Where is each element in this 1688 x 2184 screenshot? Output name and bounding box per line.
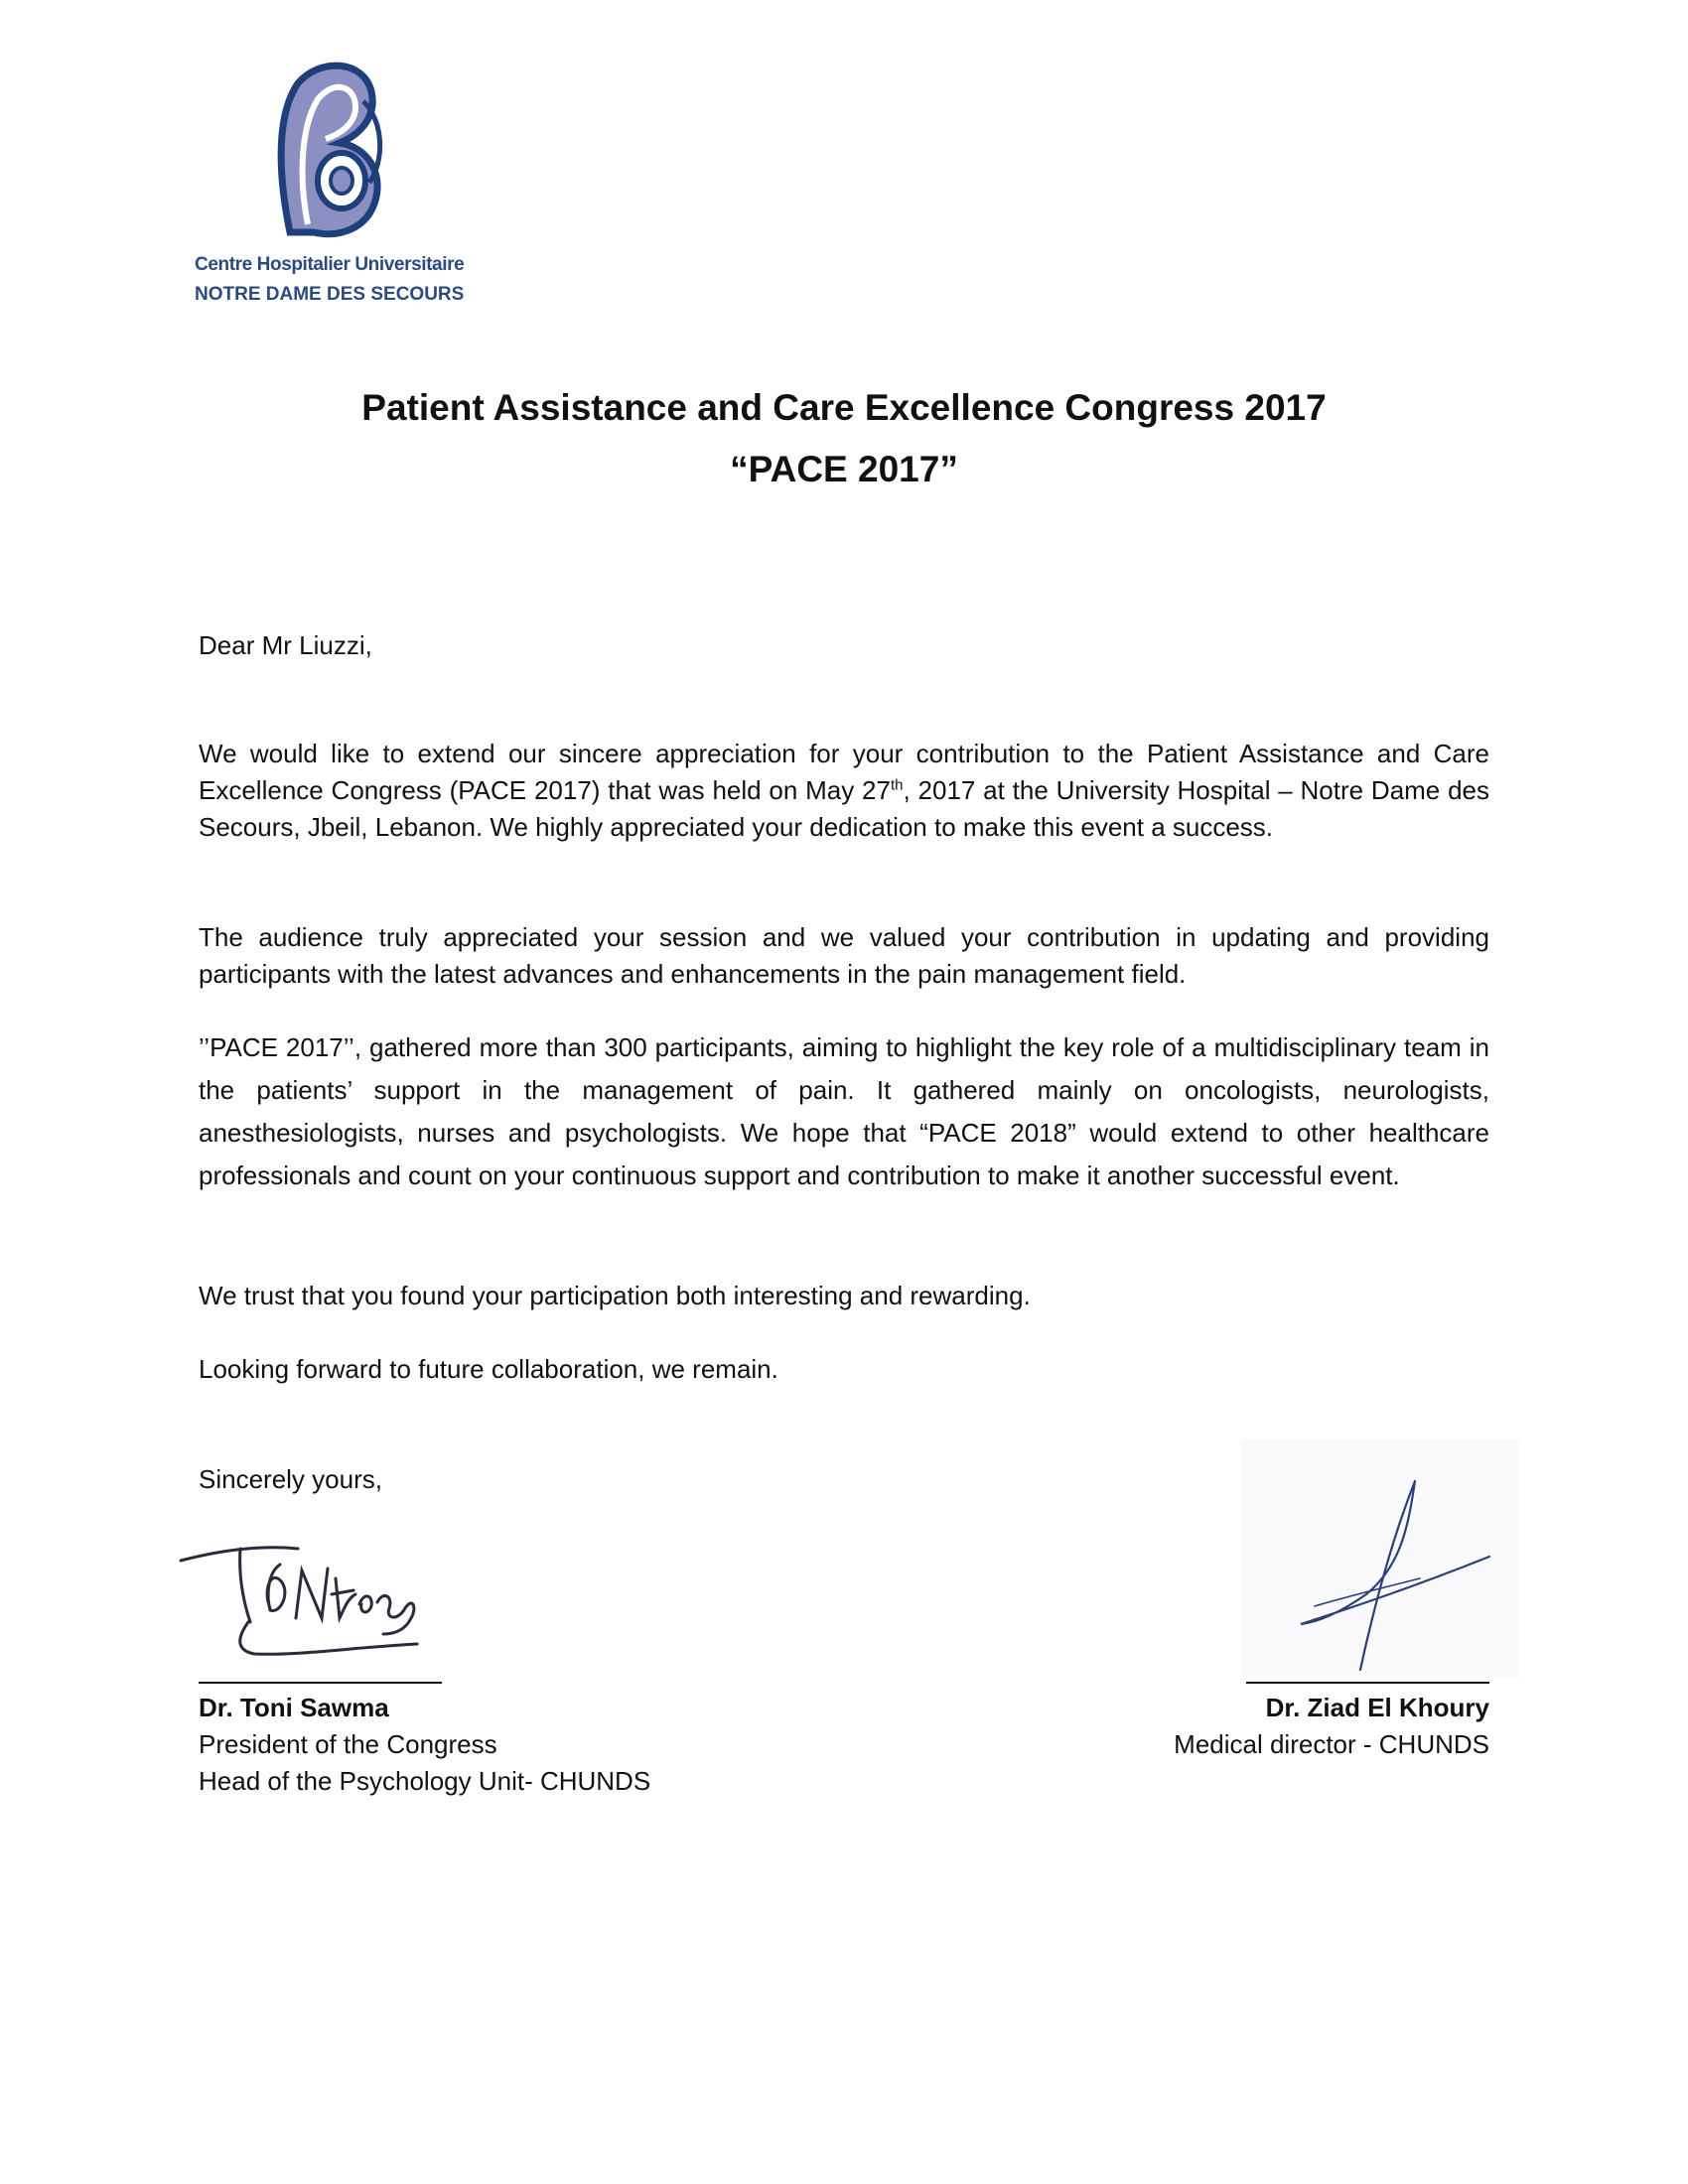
date-ordinal-suffix: th bbox=[890, 776, 904, 794]
signatory-left-role-1: President of the Congress bbox=[199, 1729, 497, 1759]
paragraph-1 bbox=[199, 736, 1489, 846]
letter-subtitle: “PACE 2017” bbox=[730, 449, 958, 489]
paragraph-4: We trust that you found your participation both interesting and rewarding. bbox=[199, 1281, 1031, 1310]
closing: Sincerely yours, bbox=[199, 1464, 382, 1494]
letter-title: Patient Assistance and Care Excellence Congress 2017 bbox=[361, 387, 1327, 428]
paragraph-3: ’’PACE 2017’’, gathered more than 300 participants, aiming to highlight the key role of a multidisciplinary team in the patients’ support in the management of pain. It gathered mainly on oncologists, neurologists, anesthesiologists, nurses and psychologists. We hope that “PACE 2018” would extend to other healthcare professionals and count on your continuous support and contribution to make it another successful event. bbox=[199, 1032, 1489, 1190]
hospital-logo bbox=[195, 56, 463, 318]
signatory-left bbox=[199, 1690, 894, 1800]
paragraph-1-part-1: We would like to extend our sincere appreciation for your contribution to the Patient Assistance and Care Excellence Congress (PACE 2017) that was held on May 27 bbox=[199, 739, 1489, 805]
logo-line-2: NOTRE DAME DES SECOURS bbox=[195, 284, 465, 305]
signature-toni-sawma bbox=[179, 1539, 437, 1678]
signatory-right-role-1: Medical director - CHUNDS bbox=[1174, 1729, 1489, 1759]
paragraph-2: The audience truly appreciated your session and we valued your contribution in updating and providing participants with the latest advances and enhancements in the pain management field. bbox=[199, 922, 1489, 989]
madonna-and-child-emblem-icon bbox=[268, 56, 397, 246]
paragraph-1-part-2: , 2017 at the University Hospital – Notre Dame des Secours, Jbeil, Lebanon. We highly appreciated your dedication to make this event a success. bbox=[199, 775, 1489, 842]
signature-line-left bbox=[199, 1682, 442, 1684]
signatory-left-role-2: Head of the Psychology Unit- CHUNDS bbox=[199, 1766, 651, 1796]
signatory-right-name: Dr. Ziad El Khoury bbox=[1265, 1693, 1489, 1722]
signatory-left-name: Dr. Toni Sawma bbox=[199, 1693, 389, 1722]
paragraph-5: Looking forward to future collaboration, we remain. bbox=[199, 1354, 778, 1384]
signatory-right bbox=[794, 1690, 1489, 1763]
salutation: Dear Mr Liuzzi, bbox=[199, 630, 372, 660]
signature-line-right bbox=[1246, 1682, 1489, 1684]
logo-line-1: Centre Hospitalier Universitaire bbox=[195, 254, 465, 275]
signature-ziad-el-khoury bbox=[1241, 1439, 1519, 1678]
